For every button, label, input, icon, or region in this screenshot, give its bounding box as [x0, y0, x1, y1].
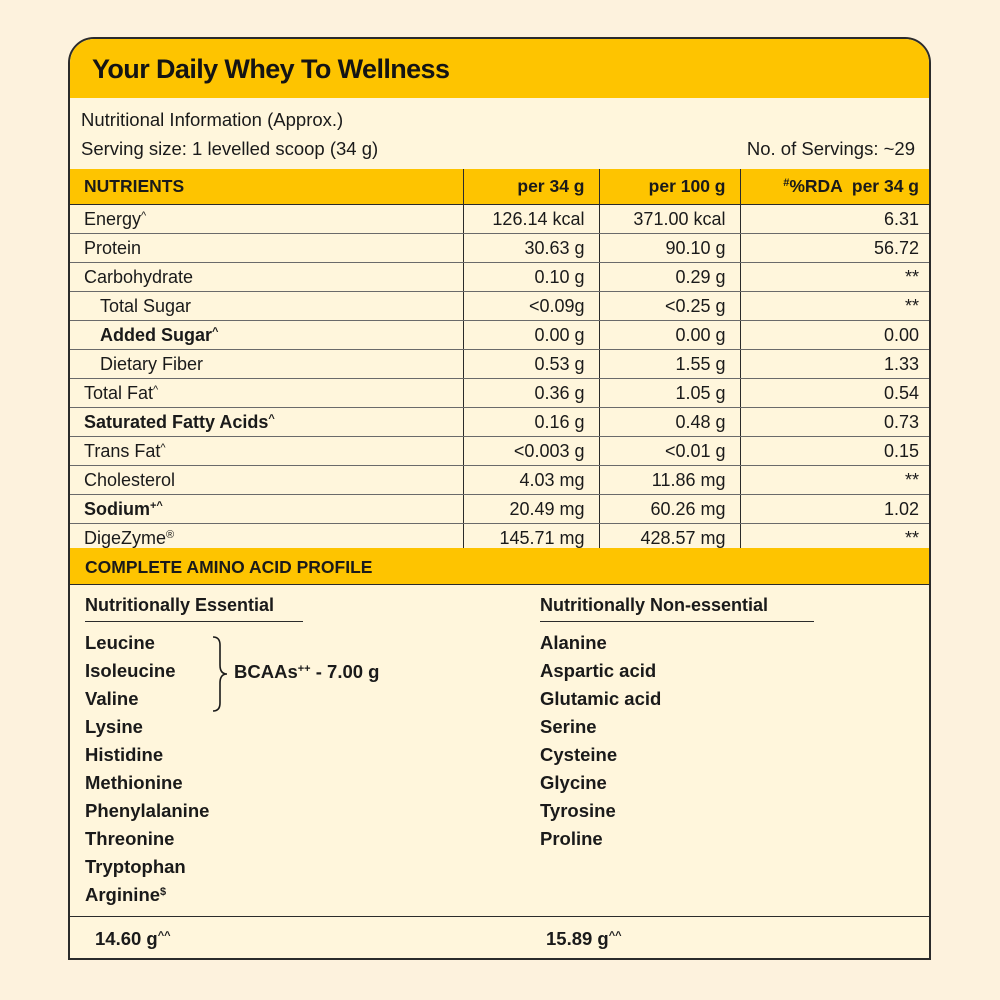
table-row	[70, 350, 931, 379]
list-item: Arginine$	[85, 884, 167, 905]
table-row	[70, 408, 931, 437]
nutrient-name: Sodium+^	[70, 495, 463, 524]
nutrient-name: Carbohydrate	[70, 263, 463, 292]
nutrient-name: Dietary Fiber	[70, 350, 463, 379]
nutrient-name: DigeZyme®	[70, 524, 463, 553]
value-per-100g: 11.86 mg	[599, 466, 740, 495]
value-per-34g: 0.53 g	[463, 350, 599, 379]
value-rda: 0.54	[740, 379, 931, 408]
table-row	[70, 292, 931, 321]
amino-profile-heading: COMPLETE AMINO ACID PROFILE	[85, 557, 373, 577]
list-item: Proline	[540, 828, 603, 849]
header-per-34g: per 34 g	[463, 169, 599, 205]
value-per-100g: 90.10 g	[599, 234, 740, 263]
value-per-100g: 0.00 g	[599, 321, 740, 350]
list-item: Phenylalanine	[85, 800, 210, 821]
list-item: Glycine	[540, 772, 607, 793]
header-rda	[740, 169, 931, 205]
list-item: Glutamic acid	[540, 688, 662, 709]
value-rda: 0.00	[740, 321, 931, 350]
table-row	[70, 495, 931, 524]
title-band	[70, 39, 929, 98]
value-per-34g: 145.71 mg	[463, 524, 599, 553]
value-per-34g: 126.14 kcal	[463, 205, 599, 234]
nutrient-name: Total Sugar	[70, 292, 463, 321]
non-essential-amino-list	[540, 629, 661, 853]
essential-total: 14.60 g^^	[95, 928, 171, 949]
value-per-34g: 0.16 g	[463, 408, 599, 437]
nutrition-label-card	[68, 37, 931, 960]
table-row	[70, 321, 931, 350]
list-item: Alanine	[540, 632, 607, 653]
table-row	[70, 437, 931, 466]
value-rda: 6.31	[740, 205, 931, 234]
essential-heading: Nutritionally Essential	[85, 595, 303, 622]
page-title: Your Daily Whey To Wellness	[92, 54, 450, 84]
essential-amino-list	[85, 629, 209, 909]
nutrient-name: Total Fat^	[70, 379, 463, 408]
value-per-100g: 428.57 mg	[599, 524, 740, 553]
value-per-100g: 60.26 mg	[599, 495, 740, 524]
value-rda: **	[740, 524, 931, 553]
value-rda: 0.15	[740, 437, 931, 466]
nutrient-name: Saturated Fatty Acids^	[70, 408, 463, 437]
table-row	[70, 466, 931, 495]
header-per-100g: per 100 g	[599, 169, 740, 205]
header-rda-label: %RDA per 34 g	[789, 176, 919, 196]
nutrient-name: Protein	[70, 234, 463, 263]
serving-size: Serving size: 1 levelled scoop (34 g)	[81, 138, 379, 159]
value-rda: 56.72	[740, 234, 931, 263]
bottom-divider	[70, 916, 929, 917]
value-rda: 1.02	[740, 495, 931, 524]
value-per-34g: 0.36 g	[463, 379, 599, 408]
value-per-34g: 0.10 g	[463, 263, 599, 292]
bcaa-brace-icon	[210, 635, 230, 713]
value-rda: **	[740, 263, 931, 292]
list-item: Aspartic acid	[540, 660, 657, 681]
list-item: Methionine	[85, 772, 183, 793]
list-item: Lysine	[85, 716, 143, 737]
value-per-100g: 0.48 g	[599, 408, 740, 437]
list-item: Threonine	[85, 828, 175, 849]
table-row	[70, 379, 931, 408]
value-per-100g: <0.25 g	[599, 292, 740, 321]
info-heading: Nutritional Information (Approx.)	[81, 109, 344, 130]
non-essential-total: 15.89 g^^	[546, 928, 622, 949]
value-per-100g: 0.29 g	[599, 263, 740, 292]
value-rda: 0.73	[740, 408, 931, 437]
value-rda: 1.33	[740, 350, 931, 379]
nutrient-name: Trans Fat^	[70, 437, 463, 466]
table-row	[70, 205, 931, 234]
value-per-34g: <0.09g	[463, 292, 599, 321]
bcaa-total: BCAAs++ - 7.00 g	[234, 661, 380, 682]
list-item: Tyrosine	[540, 800, 616, 821]
value-per-100g: 371.00 kcal	[599, 205, 740, 234]
value-per-34g: 4.03 mg	[463, 466, 599, 495]
table-header-row	[70, 169, 931, 205]
rda-mark: #	[783, 177, 790, 189]
value-per-34g: 20.49 mg	[463, 495, 599, 524]
value-per-34g: 0.00 g	[463, 321, 599, 350]
nutrient-name: Added Sugar^	[70, 321, 463, 350]
value-per-34g: 30.63 g	[463, 234, 599, 263]
value-per-100g: <0.01 g	[599, 437, 740, 466]
list-item: Leucine	[85, 632, 155, 653]
value-per-100g: 1.55 g	[599, 350, 740, 379]
list-item: Serine	[540, 716, 597, 737]
list-item: Tryptophan	[85, 856, 186, 877]
table-row	[70, 234, 931, 263]
value-per-100g: 1.05 g	[599, 379, 740, 408]
list-item: Histidine	[85, 744, 164, 765]
nutrient-name: Cholesterol	[70, 466, 463, 495]
list-item: Valine	[85, 688, 139, 709]
list-item: Isoleucine	[85, 660, 176, 681]
nutrient-name: Energy^	[70, 205, 463, 234]
value-per-34g: <0.003 g	[463, 437, 599, 466]
header-nutrients: NUTRIENTS	[70, 169, 463, 205]
servings-count: No. of Servings: ~29	[746, 138, 915, 159]
amino-profile-band	[70, 548, 929, 585]
non-essential-heading: Nutritionally Non-essential	[540, 595, 814, 622]
value-rda: **	[740, 466, 931, 495]
list-item: Cysteine	[540, 744, 618, 765]
value-rda: **	[740, 292, 931, 321]
nutrition-table	[70, 169, 931, 553]
table-row	[70, 263, 931, 292]
